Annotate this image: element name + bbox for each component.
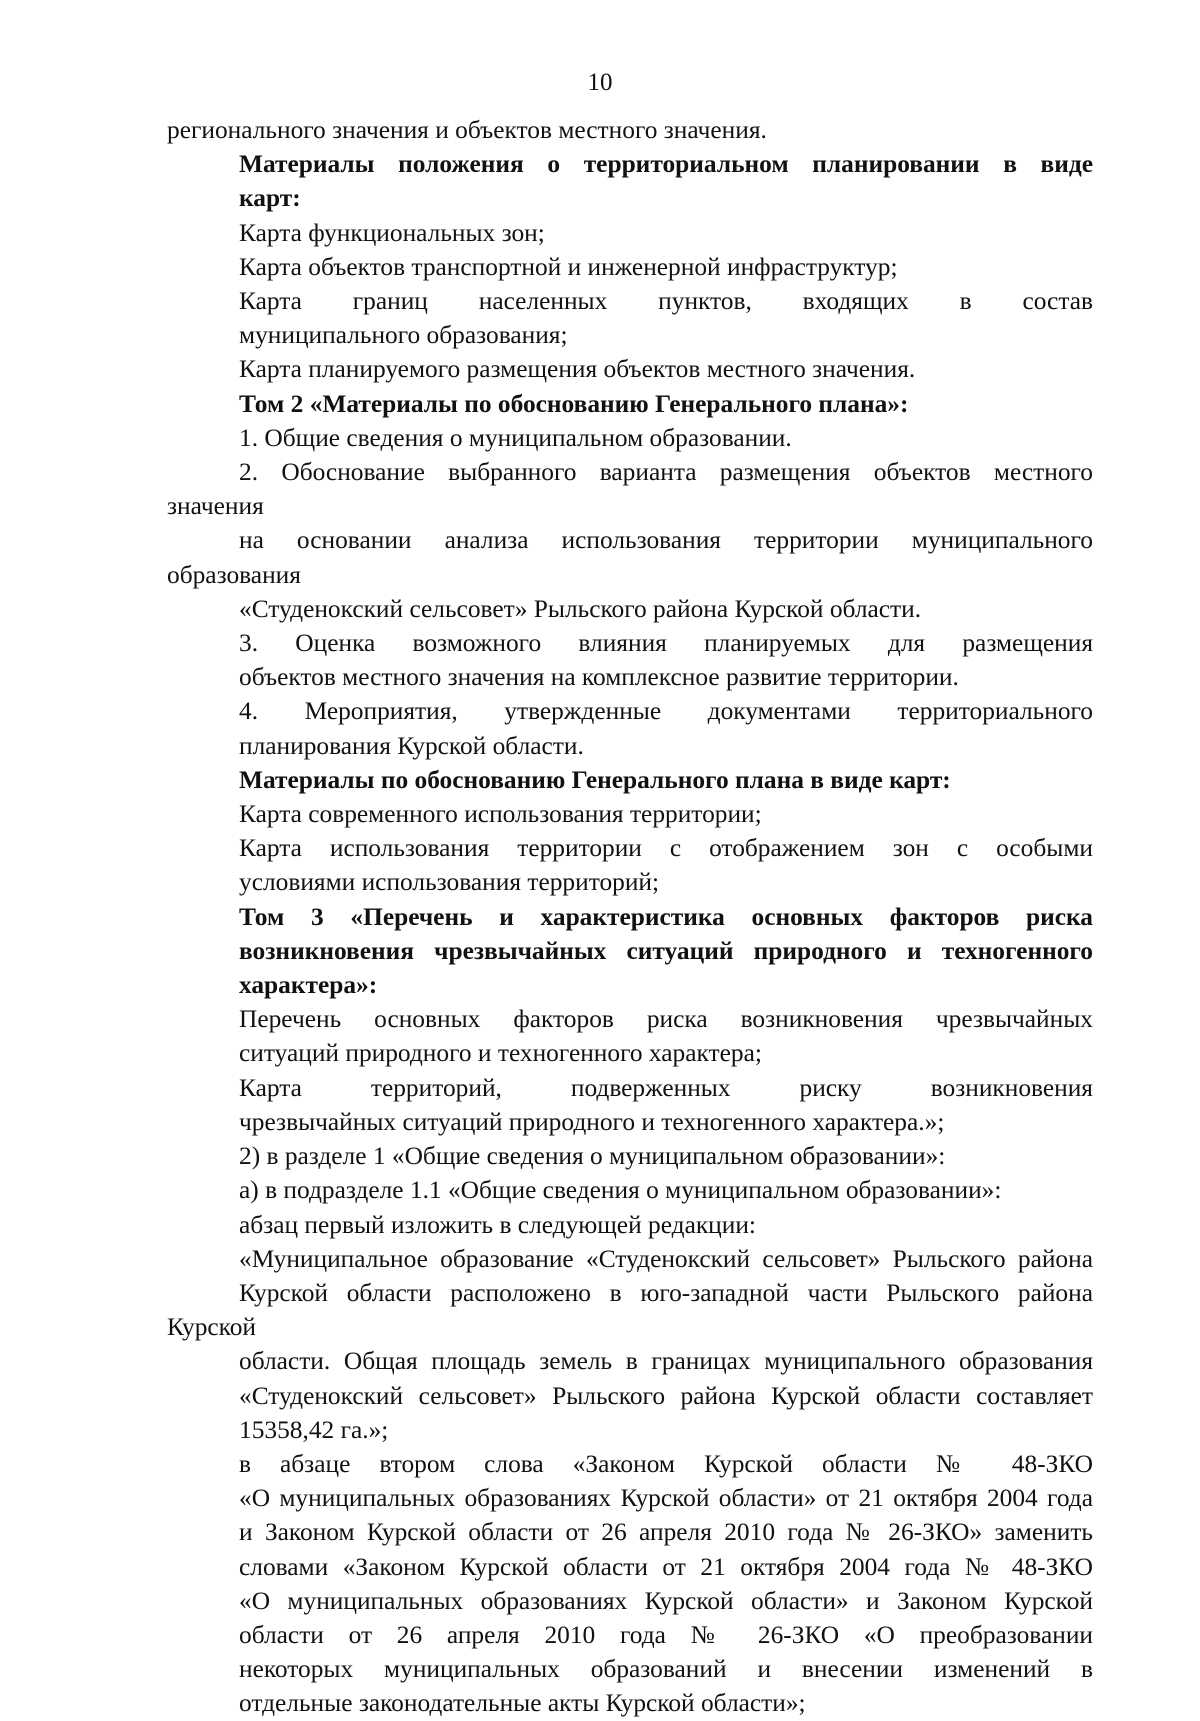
text-line: ситуаций природного и техногенного характера; [239, 1039, 762, 1068]
section-heading: Материалы по обоснованию Генерального плана в виде карт: [239, 765, 951, 794]
amendment-item: абзац первый изложить в следующей редакции: [239, 1210, 756, 1239]
list-item: Карта функциональных зон; [239, 218, 545, 247]
text-line: отдельные законодательные акты Курской области»; [239, 1689, 806, 1718]
text-line: на основании анализа использования территории муниципального образования [167, 526, 1093, 589]
text-line: «О муниципальных образованиях Курской области» от 21 октября 2004 года [239, 1484, 1093, 1513]
text-line: 15358,42 га.»; [239, 1415, 389, 1444]
paragraph: регионального значения и объектов местного значения. [167, 116, 767, 144]
heading-line: Том 3 «Перечень и характеристика основных факторов риска [239, 902, 1093, 931]
text-line: 3. Оценка возможного влияния планируемых для размещения [239, 629, 1093, 658]
section-heading: Том 2 «Материалы по обоснованию Генерального плана»: [239, 389, 909, 418]
text-line: «Студенокский сельсовет» Рыльского района Курской области составляет [239, 1381, 1093, 1410]
text-line: объектов местного значения на комплексное развитие территории. [239, 663, 959, 692]
text-line: Перечень основных факторов риска возникновения чрезвычайных [239, 1005, 1093, 1034]
heading-line: возникновения чрезвычайных ситуаций природного и техногенного [239, 936, 1093, 965]
list-item: Карта объектов транспортной и инженерной инфраструктур; [239, 252, 898, 281]
page-number: 10 [587, 69, 613, 96]
amendment-item: а) в подразделе 1.1 «Общие сведения о муниципальном образовании»: [239, 1176, 1002, 1205]
section-heading [167, 900, 1093, 1003]
text-line: «Муниципальное образование «Студенокский сельсовет» Рыльского района [239, 1244, 1093, 1273]
text-line: и Законом Курской области от 26 апреля 2010 года № 26-ЗКО» заменить [239, 1518, 1093, 1547]
text-line: Курской области расположено в юго-западной части Рыльского района Курской [167, 1278, 1093, 1342]
list-item [167, 1071, 1093, 1139]
heading-line: характера»: [239, 971, 378, 1000]
text-line: в абзаце втором слова «Законом Курской области № 48-ЗКО [239, 1449, 1093, 1478]
text-line: планирования Курской области. [239, 731, 584, 760]
heading-line: карт: [239, 184, 301, 213]
amendment-item: 2) в разделе 1 «Общие сведения о муниципальном образовании»: [239, 1142, 946, 1171]
list-item: Карта современного использования территории; [239, 800, 762, 829]
numbered-item [167, 694, 1093, 762]
text-line: муниципального образования; [239, 321, 568, 350]
numbered-item [167, 455, 1093, 626]
text-line: чрезвычайных ситуаций природного и техногенного характера.»; [239, 1107, 945, 1136]
list-item [167, 831, 1093, 899]
document-body [167, 113, 1093, 1721]
list-item: Карта планируемого размещения объектов местного значения. [239, 355, 916, 384]
text-line: Карта использования территории с отображением зон с особыми [239, 834, 1093, 863]
amendment-paragraph [167, 1447, 1093, 1721]
text-line: 2. Обоснование выбранного варианта размещения объектов местного значения [167, 458, 1093, 521]
text-line: 4. Мероприятия, утвержденные документами территориального [239, 697, 1093, 726]
quoted-paragraph [167, 1242, 1093, 1447]
text-line: условиями использования территорий; [239, 868, 660, 897]
heading-line: Материалы положения о территориальном планировании в виде [239, 150, 1093, 179]
text-line: некоторых муниципальных образований и внесении изменений в [239, 1655, 1093, 1684]
numbered-item: 1. Общие сведения о муниципальном образовании. [239, 423, 792, 452]
text-line: «О муниципальных образованиях Курской области» и Законом Курской [239, 1586, 1093, 1615]
numbered-item [167, 626, 1093, 694]
text-line: Карта территорий, подверженных риску возникновения [239, 1073, 1093, 1102]
text-line: Карта границ населенных пунктов, входящих в состав [239, 287, 1093, 316]
list-item [167, 1002, 1093, 1070]
text-line: области. Общая площадь земель в границах муниципального образования [239, 1347, 1093, 1376]
text-line: области от 26 апреля 2010 года № 26-ЗКО «О преобразовании [239, 1620, 1093, 1649]
list-item [167, 284, 1093, 352]
section-heading [167, 147, 1093, 215]
text-line: «Студенокский сельсовет» Рыльского района Курской области. [239, 594, 922, 623]
text-line: словами «Законом Курской области от 21 октября 2004 года № 48-ЗКО [239, 1552, 1093, 1581]
